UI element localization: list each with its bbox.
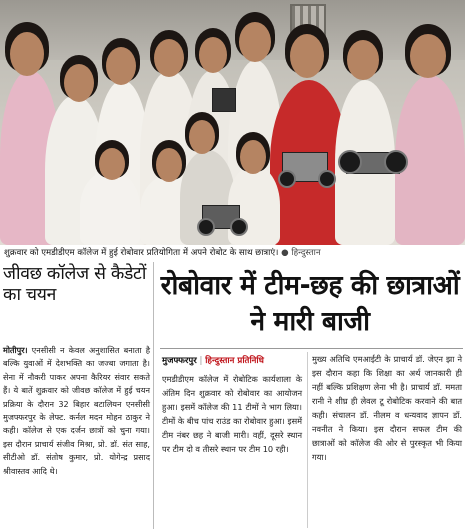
photo-person-face [154, 39, 184, 77]
robot-model [212, 88, 236, 112]
photo-caption [0, 245, 465, 261]
robot-wheel [230, 218, 248, 236]
robot-wheel [278, 170, 296, 188]
main-story-headline: रोबोवार में टीम-छह की छात्राओं ने मारी बाजी [160, 270, 460, 337]
left-story-text: एनसीसी न केवल अनुशासित बनाता है बल्कि युवाओं में देशभक्ति का जज्बा जगाता है। सेना में नौकरी पाकर अपना कैरियर संवार सकते हैं। ये बातें शुक्रवार को जीवछ कॉलेज में हुई चयन प्रक्रिया के दौरान 32 बिहार बटालियन एनसीसी मुजफ्फरपुर के लेफ्ट. कर्नल मदन मोहन ठाकुर ने कही। कॉलेज से एक दर्जन छात्रों को चुना गया। इस दौरान प्राचार्य संजीव मिश्रा, प्रो. डॉ. संत साह, सीटीओ डॉ. संतोष कुमार, प्रो. योगेन्द्र प्रसाद श्रीवास्तव आदि थे। [3, 345, 150, 476]
column-divider [307, 352, 308, 528]
robot-wheel [197, 218, 215, 236]
main-story-column-1: एमडीडीएम कॉलेज में रोबोटिक कार्यशाला के अंतिम दिन शुक्रवार को रोबोवार का आयोजन हुआ। इसमें कॉलेज की 11 टीमों ने भाग लिया। टीमों के बीच पांच राउंड का रोबोवार हुआ। इसमें टीम नंबर छह ने बाजी मारी। वहीं, दूसरे स्थान पर टीम दो व तीसरे स्थान पर टीम 10 रही। [162, 374, 302, 454]
photo-person-face [347, 40, 379, 80]
photo-person [80, 170, 140, 245]
photo-credit-text: हिन्दुस्तान [291, 248, 321, 258]
robot-wheel [384, 150, 408, 174]
photo-background-wall [0, 0, 465, 60]
photo-person-face [239, 22, 271, 62]
photo-person-face [199, 37, 227, 73]
left-story-body [3, 344, 150, 478]
byline-place: मुजफ्फरपुर [162, 356, 197, 366]
photo-person-face [99, 148, 125, 180]
photo-person-face [240, 140, 266, 174]
photo-caption-text: शुक्रवार को एमडीडीएम कॉलेज में हुई रोबोवार प्रतियोगिता में अपने रोबोट के साथ छात्राएं। [4, 248, 279, 258]
photo-person-face [410, 34, 446, 78]
photo-person-face [290, 34, 324, 78]
photo-person-face [156, 148, 182, 182]
left-story-headline: जीवछ कॉलेज से कैडेटों का चयन [3, 264, 147, 305]
left-story [0, 262, 154, 529]
left-story-dateline: मोतीपुर। [3, 345, 28, 355]
byline-separator: | [199, 356, 206, 366]
photo-person-face [106, 47, 136, 85]
robot-wheel [318, 170, 336, 188]
photo-person-face [64, 64, 94, 102]
main-story-column-2: मुख्य अतिथि एमआईटी के प्राचार्य डॉ. जेएन झा ने इस दौरान कहा कि शिक्षा का अर्थ जानकारी ही नहीं बल्कि प्रशिक्षण लेना भी है। प्राचार्य डॉ. ममता रानी ने शीघ्र ही लेवल टू रोबोटिक करवाने की बात कही। संचालन डॉ. नीलम व धन्यवाद ज्ञापन डॉ. नवनीत ने किया। इस दौरान सफल टीम की छात्राओं को कॉलेज की ओर से पुरस्कृत भी किया गया। [312, 354, 462, 462]
robot-wheel [338, 150, 362, 174]
photo-person-face [10, 32, 44, 76]
headline-rule [160, 348, 463, 349]
photo-credit: ● हिन्दुस्तान [281, 248, 321, 258]
news-photo [0, 0, 465, 245]
photo-person-face [189, 120, 215, 154]
byline-agency: हिन्दुस्तान प्रतिनिधि [205, 356, 264, 366]
main-story-byline [162, 354, 302, 366]
